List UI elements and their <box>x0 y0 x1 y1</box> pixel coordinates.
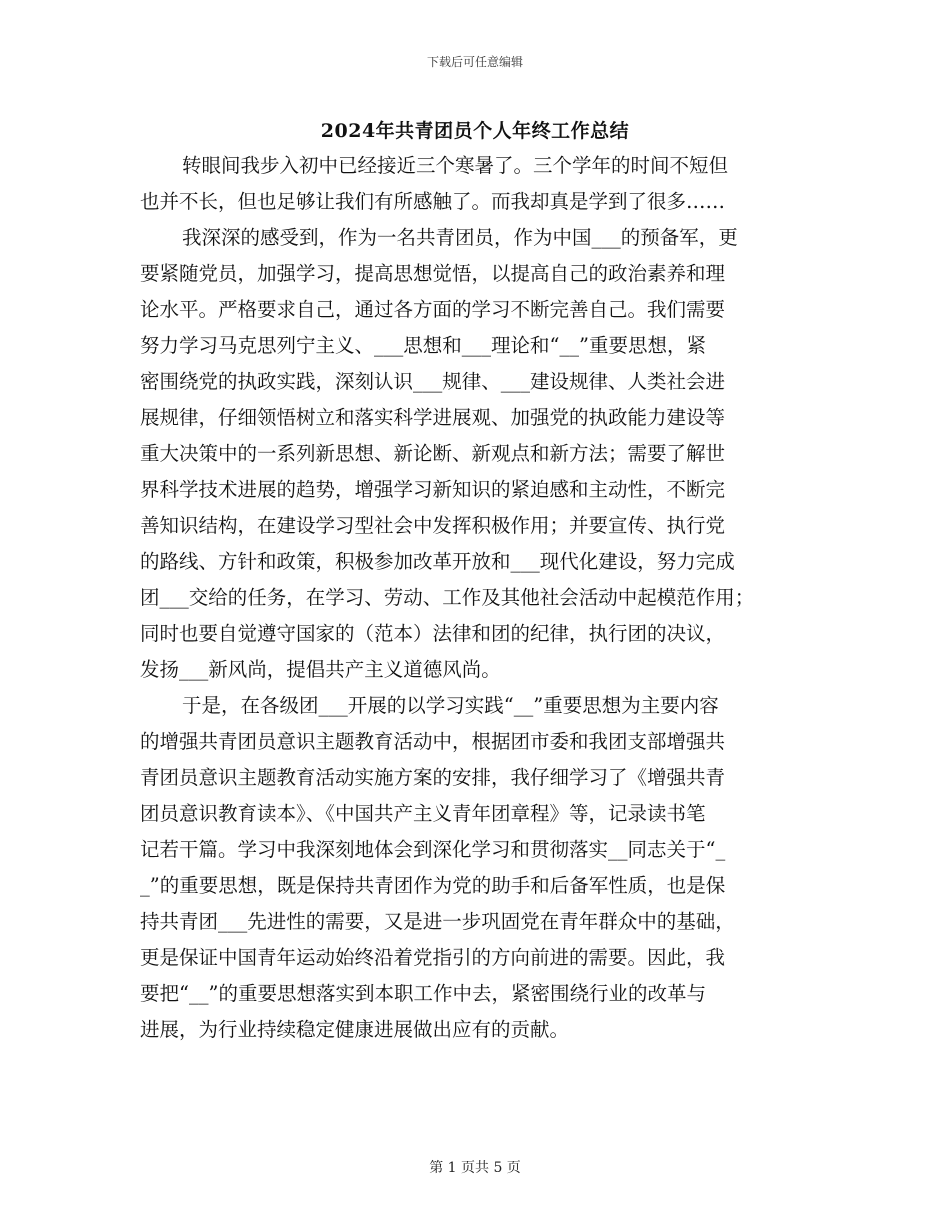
page-header-note: 下载后可任意编辑 <box>426 55 523 69</box>
body-text-line: 要把“__”的重要思想落实到本职工作中去，紧密围绕行业的改革与 <box>140 982 706 1005</box>
body-text-line: 青团员意识主题教育活动实施方案的安排，我仔细学习了《增强共青 <box>140 766 726 789</box>
body-text-line: 善知识结构，在建设学习型社会中发挥积极作用；并要宣传、执行党 <box>140 514 726 537</box>
body-text-line: 努力学习马克思列宁主义、___思想和___理论和“__”重要思想，紧 <box>140 334 706 357</box>
body-text-line: 进展，为行业持续稳定健康进展做出应有的贡献。 <box>140 1018 570 1041</box>
body-text-line: 转眼间我步入初中已经接近三个寒暑了。三个学年的时间不短但 <box>182 154 729 177</box>
body-text-line: 更是保证中国青年运动始终沿着党指引的方向前进的需要。因此，我 <box>140 946 726 969</box>
body-text-line: 我深深的感受到，作为一名共青团员，作为中国___的预备军，更 <box>182 226 738 249</box>
body-text-line: 发扬___新风尚，提倡共产主义道德风尚。 <box>140 658 501 681</box>
body-text-line: 界科学技术进展的趋势，增强学习新知识的紧迫感和主动性，不断完 <box>140 478 726 501</box>
body-text-line: 展规律，仔细领悟树立和落实科学进展观、加强党的执政能力建设等 <box>140 406 726 429</box>
body-text-line: 重大决策中的一系列新思想、新论断、新观点和新方法；需要了解世 <box>140 442 726 465</box>
body-text-line: 记若干篇。学习中我深刻地体会到深化学习和贯彻落实__同志关于“_ <box>140 838 726 861</box>
body-text-line: 同时也要自觉遵守国家的（范本）法律和团的纪律，执行团的决议， <box>140 622 726 645</box>
body-text-line: 密围绕党的执政实践，深刻认识___规律、___建设规律、人类社会进 <box>140 370 726 393</box>
document-title: 2024年共青团员个人年终工作总结 <box>320 120 630 142</box>
body-text-line: 的路线、方针和政策，积极参加改革开放和___现代化建设，努力完成 <box>140 550 735 573</box>
body-text-line: 于是，在各级团___开展的以学习实践“__”重要思想为主要内容 <box>182 694 719 717</box>
body-text-line: 团员意识教育读本》、《中国共产主义青年团章程》等，记录读书笔 <box>140 802 706 825</box>
body-text-line: _”的重要思想，既是保持共青团作为党的助手和后备军性质，也是保 <box>140 874 726 897</box>
page-number: 第 1 页共 5 页 <box>429 1160 521 1176</box>
body-text-line: 论水平。严格要求自己，通过各方面的学习不断完善自己。我们需要 <box>140 298 726 321</box>
body-text-line: 的增强共青团员意识主题教育活动中，根据团市委和我团支部增强共 <box>140 730 726 753</box>
body-text-line: 持共青团___先进性的需要，又是进一步巩固党在青年群众中的基础， <box>140 910 735 933</box>
document-body <box>140 148 810 1048</box>
body-text-line: 也并不长，但也足够让我们有所感触了。而我却真是学到了很多…… <box>140 190 726 213</box>
body-text-line: 要紧随党员，加强学习，提高思想觉悟，以提高自己的政治素养和理 <box>140 262 726 285</box>
body-text-line: 团___交给的任务，在学习、劳动、工作及其他社会活动中起模范作用； <box>140 586 755 609</box>
